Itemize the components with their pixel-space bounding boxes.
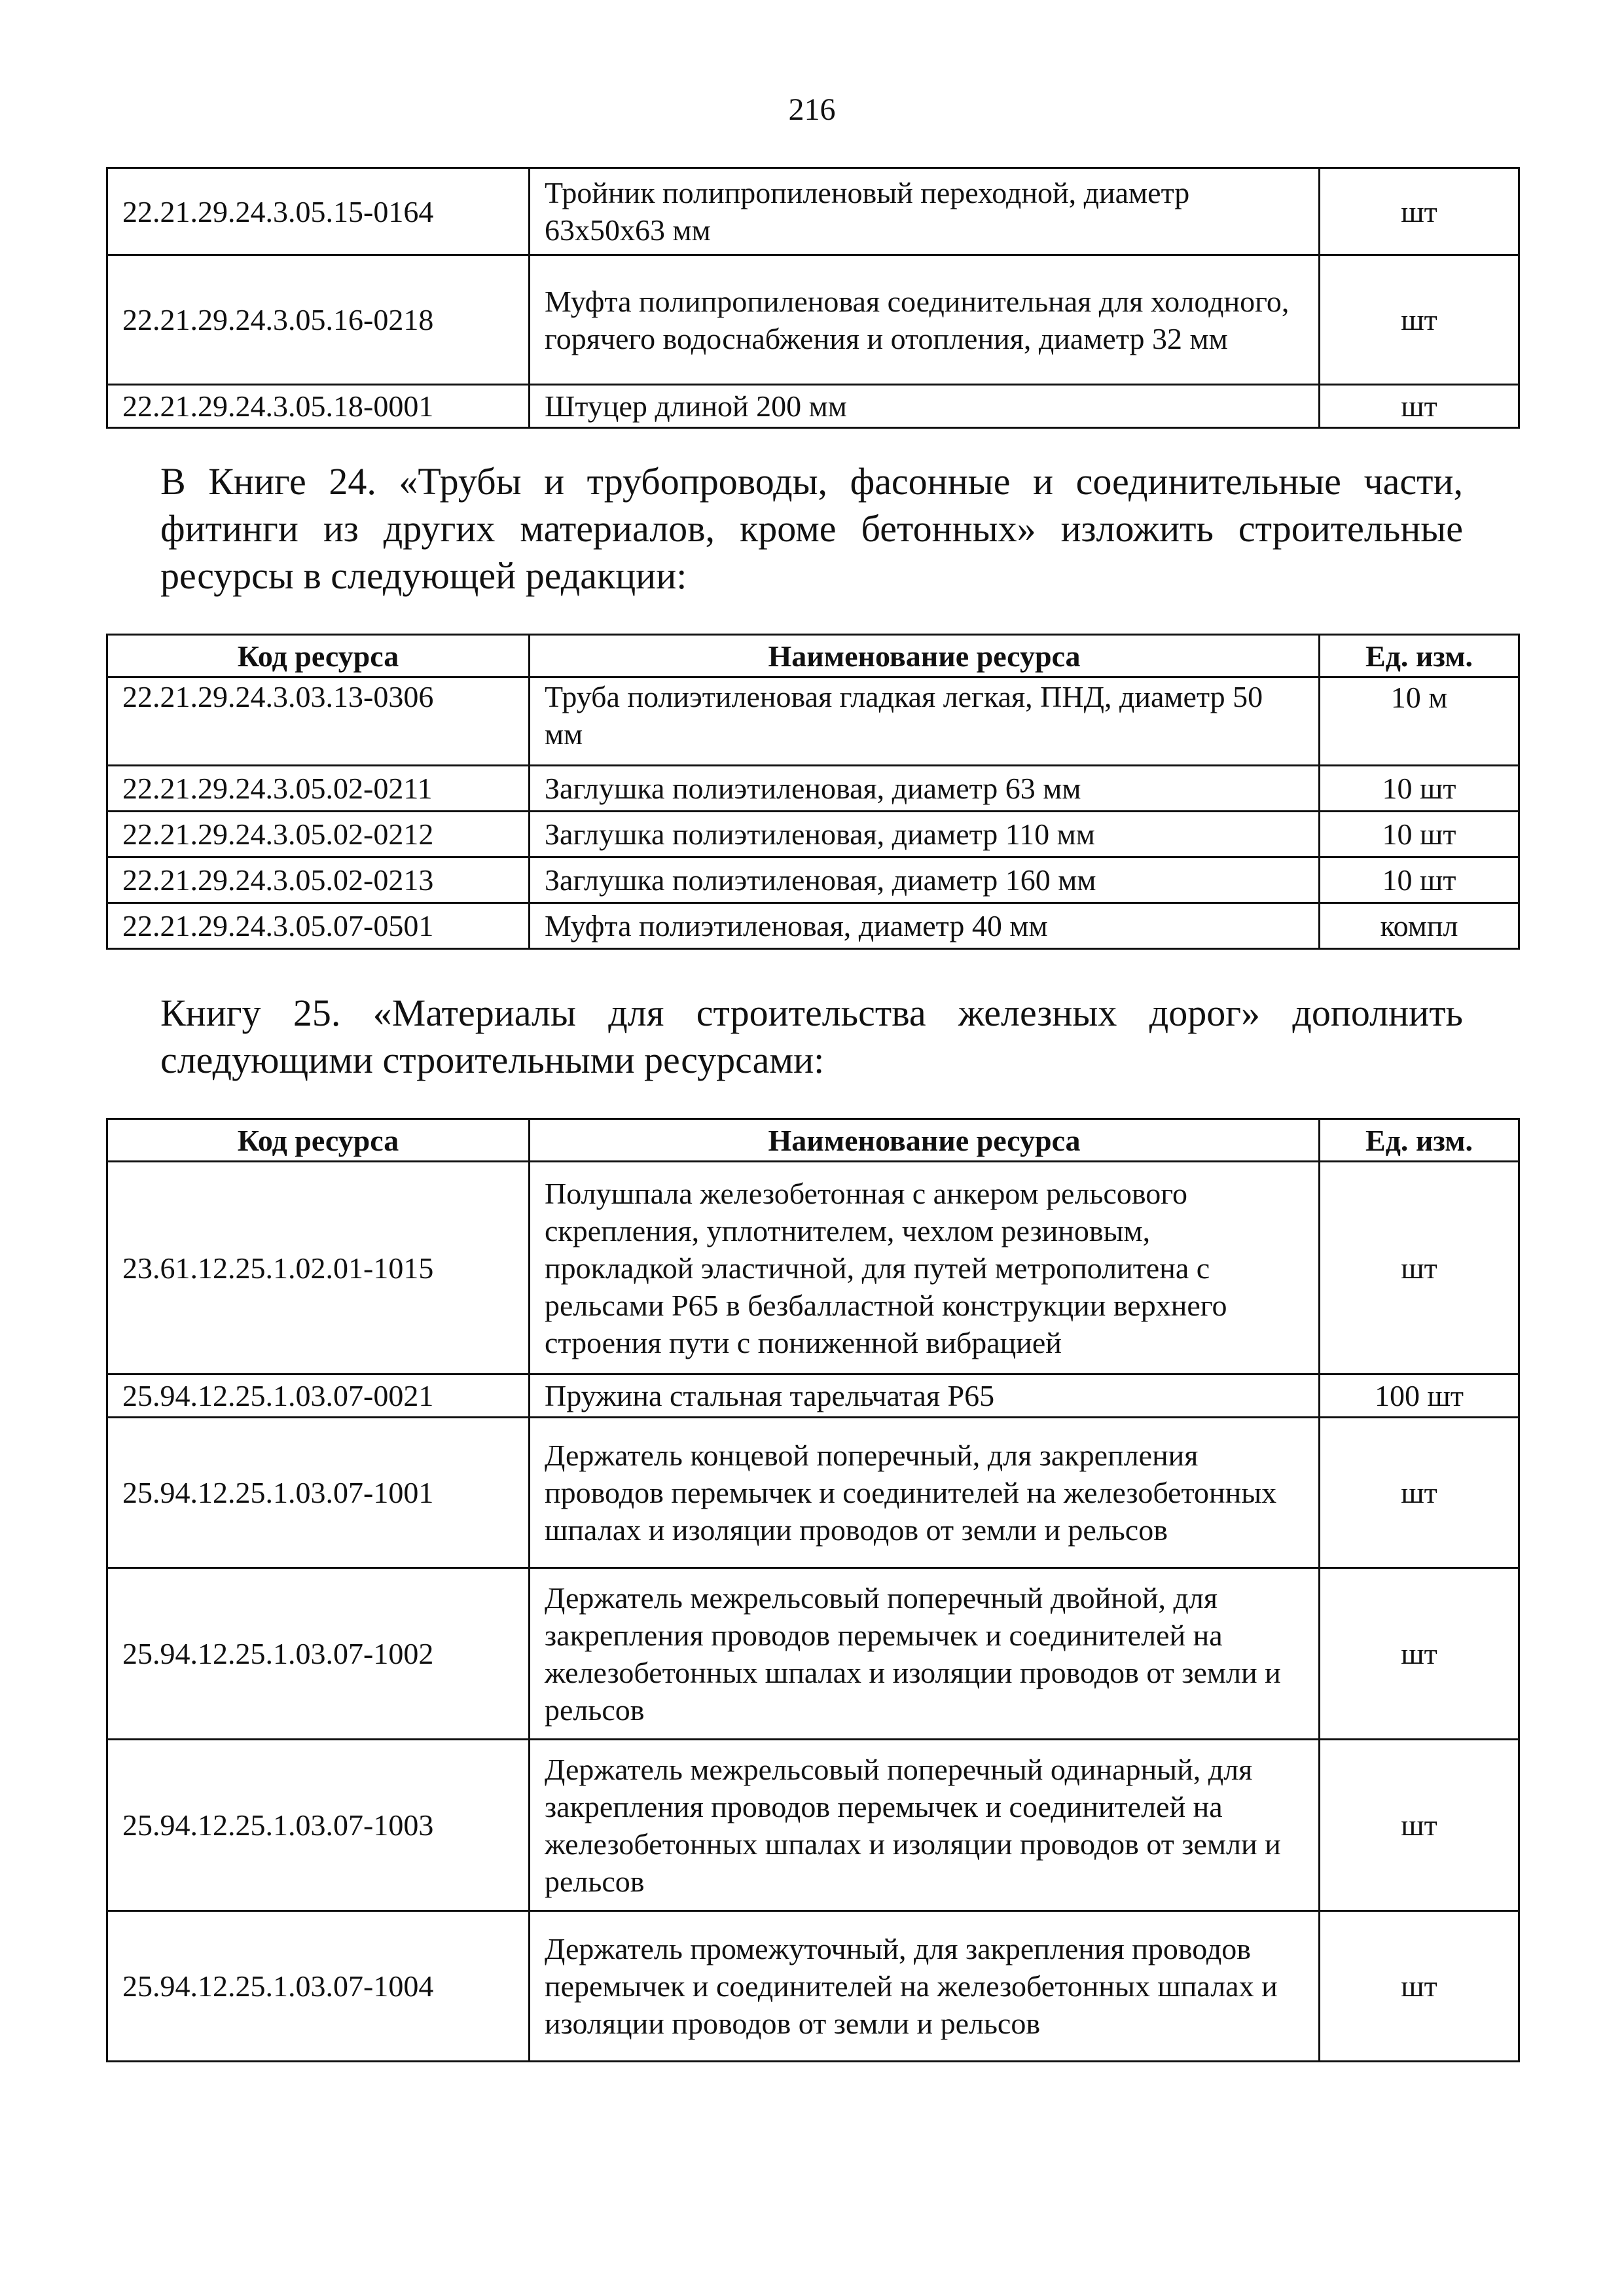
paragraph-book-25: Книгу 25. «Материалы для строительства железных дорог» дополнить следующими строительными ресурсами: <box>160 992 1463 1081</box>
resource-name: Штуцер длиной 200 мм <box>530 385 1320 428</box>
resource-name: Пружина стальная тарельчатая Р65 <box>530 1374 1320 1418</box>
resource-code: 22.21.29.24.3.05.16-0218 <box>107 255 530 385</box>
resource-code: 22.21.29.24.3.05.07-0501 <box>107 903 530 949</box>
resource-name: Держатель промежуточный, для закрепления проводов перемычек и соединителей на железобетонных шпалах и изоляции проводов от земли и рельсов <box>530 1911 1320 2062</box>
table-row <box>107 857 1519 903</box>
resource-name: Муфта полипропиленовая соединительная для холодного, горячего водоснабжения и отопления, диаметр 32 мм <box>530 255 1320 385</box>
resource-code: 25.94.12.25.1.03.07-1003 <box>107 1740 530 1911</box>
table-row <box>107 1418 1519 1568</box>
column-header-code: Код ресурса <box>107 1119 530 1162</box>
page-number: 216 <box>788 92 836 127</box>
paragraph-book-24: В Книге 24. «Трубы и трубопроводы, фасонные и соединительные части, фитинги из других материалов, кроме бетонных» изложить строительные ресурсы в следующей редакции: <box>160 460 1463 597</box>
resource-unit: шт <box>1320 1911 1519 2062</box>
resource-name: Тройник полипропиленовый переходной, диаметр 63х50х63 мм <box>530 168 1320 255</box>
resource-code: 22.21.29.24.3.05.02-0213 <box>107 857 530 903</box>
resource-unit: шт <box>1320 1162 1519 1374</box>
table-row <box>107 385 1519 428</box>
table-row <box>107 1162 1519 1374</box>
resource-code: 22.21.29.24.3.03.13-0306 <box>107 677 530 766</box>
table-row <box>107 903 1519 949</box>
resource-unit: шт <box>1320 1568 1519 1740</box>
resource-unit: шт <box>1320 1740 1519 1911</box>
resource-table-book-24 <box>106 634 1520 950</box>
table-row <box>107 255 1519 385</box>
table-header-row <box>107 635 1519 677</box>
resource-unit: шт <box>1320 168 1519 255</box>
resource-code: 25.94.12.25.1.03.07-1001 <box>107 1418 530 1568</box>
resource-unit: 10 шт <box>1320 766 1519 812</box>
resource-unit: шт <box>1320 1418 1519 1568</box>
resource-name: Заглушка полиэтиленовая, диаметр 63 мм <box>530 766 1320 812</box>
resource-code: 22.21.29.24.3.05.15-0164 <box>107 168 530 255</box>
resource-table-continuation <box>106 167 1520 429</box>
table-row <box>107 677 1519 766</box>
table-row <box>107 1568 1519 1740</box>
column-header-code: Код ресурса <box>107 635 530 677</box>
column-header-unit: Ед. изм. <box>1320 1119 1519 1162</box>
resource-name: Труба полиэтиленовая гладкая легкая, ПНД, диаметр 50 мм <box>530 677 1320 766</box>
table-row <box>107 1911 1519 2062</box>
resource-unit: 100 шт <box>1320 1374 1519 1418</box>
resource-unit: шт <box>1320 385 1519 428</box>
resource-name: Полушпала железобетонная с анкером рельсового скрепления, уплотнителем, чехлом резиновым, прокладкой эластичной, для путей метрополитена с рельсами Р65 в безбалластной конструкции верхнего строения пути с пониженной вибрацией <box>530 1162 1320 1374</box>
resource-code: 25.94.12.25.1.03.07-1004 <box>107 1911 530 2062</box>
resource-code: 22.21.29.24.3.05.02-0211 <box>107 766 530 812</box>
resource-code: 22.21.29.24.3.05.18-0001 <box>107 385 530 428</box>
resource-code: 23.61.12.25.1.02.01-1015 <box>107 1162 530 1374</box>
resource-name: Заглушка полиэтиленовая, диаметр 110 мм <box>530 812 1320 857</box>
resource-code: 25.94.12.25.1.03.07-0021 <box>107 1374 530 1418</box>
resource-name: Заглушка полиэтиленовая, диаметр 160 мм <box>530 857 1320 903</box>
column-header-name: Наименование ресурса <box>530 1119 1320 1162</box>
table-row <box>107 1740 1519 1911</box>
resource-unit: шт <box>1320 255 1519 385</box>
resource-name: Муфта полиэтиленовая, диаметр 40 мм <box>530 903 1320 949</box>
table-row <box>107 168 1519 255</box>
resource-table-book-25 <box>106 1118 1520 2062</box>
resource-name: Держатель межрельсовый поперечный двойной, для закрепления проводов перемычек и соединителей на железобетонных шпалах и изоляции проводов от земли и рельсов <box>530 1568 1320 1740</box>
table-row <box>107 766 1519 812</box>
resource-code: 25.94.12.25.1.03.07-1002 <box>107 1568 530 1740</box>
resource-name: Держатель концевой поперечный, для закрепления проводов перемычек и соединителей на железобетонных шпалах и изоляции проводов от земли и рельсов <box>530 1418 1320 1568</box>
resource-unit: 10 шт <box>1320 857 1519 903</box>
table-row <box>107 812 1519 857</box>
resource-unit: 10 шт <box>1320 812 1519 857</box>
resource-code: 22.21.29.24.3.05.02-0212 <box>107 812 530 857</box>
resource-unit: 10 м <box>1320 677 1519 766</box>
resource-name: Держатель межрельсовый поперечный одинарный, для закрепления проводов перемычек и соединителей на железобетонных шпалах и изоляции проводов от земли и рельсов <box>530 1740 1320 1911</box>
column-header-unit: Ед. изм. <box>1320 635 1519 677</box>
column-header-name: Наименование ресурса <box>530 635 1320 677</box>
table-header-row <box>107 1119 1519 1162</box>
resource-unit: компл <box>1320 903 1519 949</box>
table-row <box>107 1374 1519 1418</box>
